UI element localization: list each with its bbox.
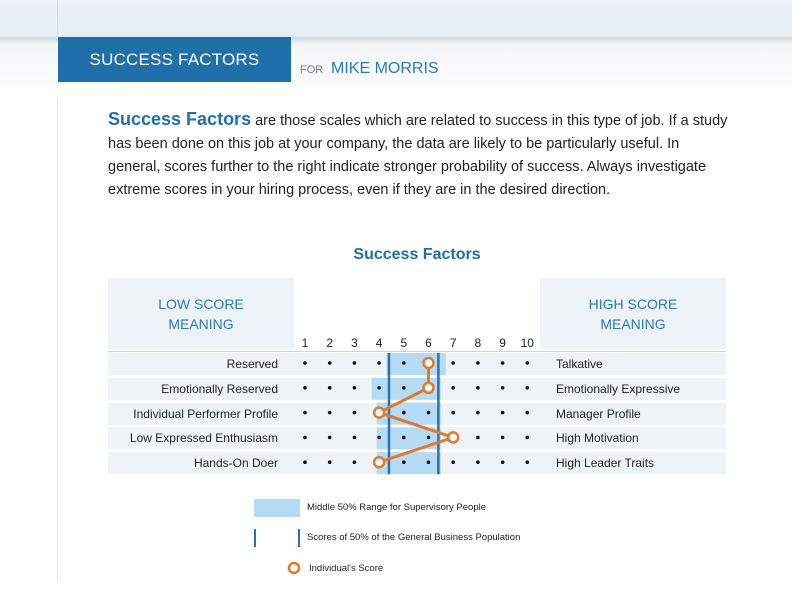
low-score-label: Reserved	[226, 357, 278, 371]
scale-dot	[328, 436, 332, 440]
scale-dot	[476, 361, 480, 365]
scale-dot	[476, 386, 480, 390]
scale-dot	[501, 436, 505, 440]
scale-dot	[402, 436, 406, 440]
scale-dot	[303, 361, 307, 365]
scale-tick-label: 8	[474, 336, 482, 350]
scale-dot	[303, 436, 307, 440]
scale-dot	[353, 386, 357, 390]
scale-dot	[476, 460, 480, 464]
scale-tick-label: 5	[400, 336, 408, 350]
scale-dot	[328, 361, 332, 365]
high-score-header-line2: MEANING	[600, 315, 666, 332]
scale-dot	[526, 411, 530, 415]
scale-dot	[501, 361, 505, 365]
intro-lead: Success Factors	[108, 109, 252, 129]
scale-dot	[427, 436, 431, 440]
low-score-label: Emotionally Reserved	[161, 381, 278, 396]
scale-dot	[402, 411, 406, 415]
scale-dot	[476, 411, 480, 415]
scale-tick-label: 2	[326, 336, 334, 350]
scale-dot	[353, 460, 357, 464]
scale-dot	[526, 460, 530, 464]
scale-dot	[303, 386, 307, 390]
scale-dot	[303, 411, 307, 415]
scale-dot	[526, 436, 530, 440]
for-label: FOR	[300, 64, 324, 76]
scale-dot	[402, 460, 406, 464]
scale-dot	[427, 460, 431, 464]
scale-dot	[377, 386, 381, 390]
legend-individual-swatch	[289, 563, 299, 573]
low-score-label: Individual Performer Profile	[133, 406, 278, 421]
scale-dot	[303, 460, 307, 464]
scale-dot	[353, 436, 357, 440]
scale-dot	[451, 411, 455, 415]
scale-dot	[501, 386, 505, 390]
scale-dot	[476, 436, 480, 440]
legend-population-label: Scores of 50% of the General Business Population	[307, 532, 521, 543]
section-tab-title: SUCCESS FACTORS	[89, 49, 260, 69]
scale-dot	[353, 411, 357, 415]
legend-range-swatch	[254, 499, 300, 517]
scale-dot	[328, 411, 332, 415]
high-score-label: High Motivation	[556, 431, 639, 446]
low-score-label: Low Expressed Enthusiasm	[129, 431, 278, 446]
scale-dot	[377, 436, 381, 440]
legend-range-label: Middle 50% Range for Supervisory People	[307, 502, 487, 513]
low-score-header-line1: LOW SCORE	[158, 295, 244, 312]
scale-dot	[353, 361, 357, 365]
high-score-label: Manager Profile	[556, 406, 641, 421]
high-score-header-line1: HIGH SCORE	[588, 295, 678, 312]
scale-dot	[526, 386, 530, 390]
scale-tick-label: 9	[499, 336, 506, 350]
low-score-label: Hands-On Doer	[193, 456, 278, 471]
low-score-header-line2: MEANING	[168, 315, 234, 332]
scale-dot	[501, 460, 505, 464]
scale-dot	[427, 411, 431, 415]
individual-score-marker	[448, 432, 458, 442]
individual-score-marker	[424, 358, 434, 368]
scale-tick-label: 7	[449, 336, 457, 350]
chart-title: Success Factors	[353, 246, 481, 263]
high-score-label: High Leader Traits	[556, 456, 655, 471]
individual-score-marker	[374, 457, 384, 467]
candidate-name: MIKE MORRIS	[331, 60, 439, 77]
scale-tick-label: 3	[351, 336, 358, 350]
intro-body: are those scales which are related to success in this type of job. If a study has been done on this job at your company, the data are likely to be particularly useful. In general, scores further to the right indicate stronger probability of success. Always investigate extreme scores in your hiring process, even if they are in the desired direction.	[108, 113, 728, 198]
scale-dot	[328, 386, 332, 390]
scale-dot	[377, 361, 381, 365]
scale-dot	[526, 361, 530, 365]
high-score-label: Talkative	[556, 357, 603, 371]
scale-dot	[402, 361, 406, 365]
supervisory-range-band	[387, 353, 446, 375]
supervisory-range-band	[377, 452, 441, 474]
scale-tick-label: 1	[301, 336, 309, 350]
scale-tick-label: 10	[520, 336, 534, 350]
scale-dot	[451, 386, 455, 390]
legend-individual-label: Individual's Score	[309, 563, 384, 574]
scale-dot	[451, 460, 455, 464]
scale-dot	[328, 460, 332, 464]
scale-dot	[501, 411, 505, 415]
scale-dot	[451, 361, 455, 365]
scale-tick-label: 6	[425, 336, 432, 350]
high-score-label: Emotionally Expressive	[556, 381, 681, 396]
scale-dot	[402, 386, 406, 390]
individual-score-marker	[374, 408, 384, 418]
individual-score-marker	[424, 383, 434, 393]
scale-tick-label: 4	[375, 336, 383, 350]
